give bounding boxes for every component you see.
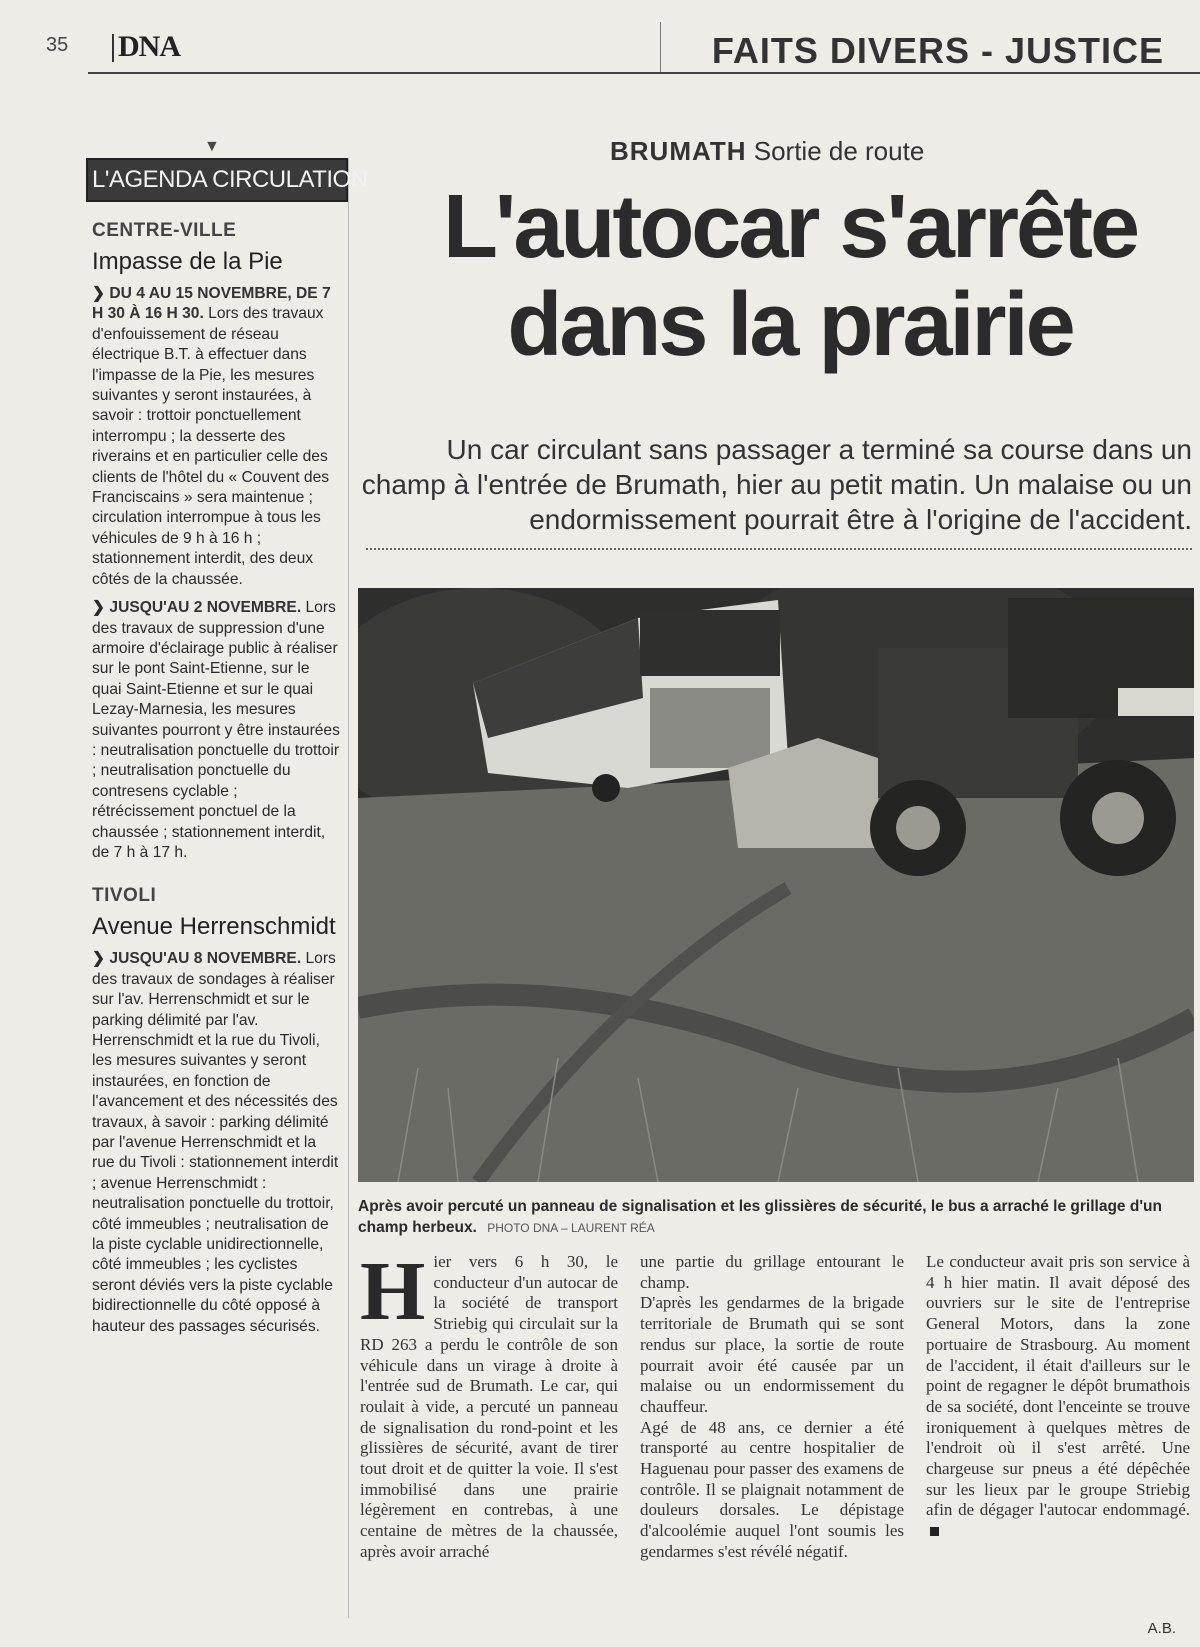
entry-text: Lors des travaux de sondages à réaliser sur l'av. Herrenschmidt et sur le parking délimité par l'av. Herrenschmidt et la rue du Tivoli, les mesures suivantes y seront instaurées, en fonction de l'avancement et des nécessités des travaux, à savoir : parking délimité par l'avenue Herrenschmidt et la rue du Tivoli : stationnement interdit ; avenue Herrenschmidt : neutralisation ponctuelle du trottoir, côté immeubles ; neutralisation de la piste cyclable unidirectionnelle, côté immeubles ; les cyclistes seront déviés vers la piste cyclable bidirectionnelle du côté opposé à hauteur des passages sécurisés. <box>92 950 339 1335</box>
column-text: ier vers 6 h 30, le conducteur d'un autocar de la société de transport Striebig qui circulait sur la RD 263 a perdu le contrôle de son véhicule dans un virage à droite à l'entrée sud de Brumath. Le car, qui roulait à vide, a percuté un panneau de signalisation du rond-point et les glissières de sécurité, avant de tirer tout droit et de quitter la voie. Il s'est immobilisé dans une prairie légèrement en contrebas, à une centaine de mètres de la chaussée, après avoir arraché <box>360 1252 618 1561</box>
photo-caption <box>358 1196 1196 1239</box>
dotted-rule <box>366 548 1192 550</box>
end-mark-icon <box>930 1527 939 1536</box>
column-text: Le conducteur avait pris son service à 4 h hier matin. Il avait déposé des ouvriers sur le site de l'entreprise General Motors, dans la zone portuaire de Strasbourg. Au moment de l'accident, il était d'ailleurs sur le point de regagner le dépôt brumathois de sa société, dont l'enceinte se trouve ironiquement à quelques mètres de l'endroit où il s'est arrêté. Une chargeuse sur pneus a été dépêchée sur les lieux par le groupe Striebig afin de dégager l'autocar endommagé. <box>926 1252 1190 1520</box>
masthead-divider <box>660 22 661 74</box>
accident-photo <box>358 588 1194 1182</box>
lede: Un car circulant sans passager a terminé sa course dans un champ à l'entrée de Brumath, hier au petit matin. Un malaise ou un endormissement pourrait être à l'origine de l'accident. <box>361 434 1192 535</box>
zone-label: TIVOLI <box>92 885 157 907</box>
sidebar-title: L'AGENDA CIRCULATION <box>86 158 348 202</box>
article-column-2 <box>640 1252 904 1563</box>
photo-illustration <box>358 588 1194 1182</box>
paragraph: D'après les gendarmes de la brigade territoriale de Brumath qui se sont rendus sur place, la sortie de route pourrait avoir été causée par un malaise ou un endormissement du chauffeur. <box>640 1293 904 1416</box>
arrow-icon: ❯ <box>92 285 106 302</box>
entry-date: JUSQU'AU 2 NOVEMBRE. <box>109 599 302 617</box>
newspaper-logo: DNA <box>118 30 180 63</box>
agenda-entry <box>92 598 342 863</box>
author-signature: A.B. <box>1147 1620 1176 1637</box>
article-column-1 <box>360 1245 618 1563</box>
headline-line: L'autocar s'arrête <box>442 177 1138 277</box>
drop-cap: H <box>360 1245 426 1338</box>
entry-date: JUSQU'AU 8 NOVEMBRE. <box>109 950 302 968</box>
sidebar-section <box>86 220 348 863</box>
caption-text: Après avoir percuté un panneau de signalisation et les glissières de sécurité, le bus a arraché le grillage d'un champ herbeux. <box>358 1198 1162 1236</box>
sidebar-section <box>86 885 348 1337</box>
masthead-rule <box>88 72 1200 74</box>
article-column-3 <box>926 1252 1190 1542</box>
page-number: 35 <box>46 34 69 56</box>
zone-label: CENTRE-VILLE <box>92 220 237 241</box>
kicker-topic: Sortie de route <box>753 136 925 166</box>
arrow-icon: ❯ <box>92 599 106 617</box>
agenda-entry <box>92 949 342 1337</box>
agenda-entry <box>92 284 342 590</box>
photo-credit: PHOTO DNA – LAURENT RÉA <box>487 1221 655 1235</box>
paragraph: une partie du grillage entourant le champ. <box>640 1252 904 1292</box>
headline-line: dans la prairie <box>507 275 1073 375</box>
paragraph: Agé de 48 ans, ce dernier a été transporté au centre hospitalier de Haguenau pour passer des examens de contrôle. Il se plaignait notamment de douleurs dorsales. Le dépistage d'alcoolémie auquel l'ont soumis les gendarmes s'est révélé négatif. <box>640 1417 904 1561</box>
article-kicker <box>610 136 924 167</box>
arrow-icon: ❯ <box>92 950 106 968</box>
chevron-down-icon: ▼ <box>204 138 220 155</box>
entry-text: Lors des travaux d'enfouissement de réseau électrique B.T. à effectuer dans l'impasse de la Pie, les mesures suivantes y seront instaurées, à savoir : trottoir ponctuellement interrompu ; la desserte des riverains et en particulier celle des clients de l'hôtel du « Couvent des Franciscains » sera maintenue ; circulation interrompue à tous les véhicules de 9 h à 16 h ; stationnement interdit, des deux côtés de la chaussée. <box>92 305 330 588</box>
street-name: Avenue Herrenschmidt <box>92 913 336 941</box>
street-name: Impasse de la Pie <box>92 248 283 275</box>
kicker-location: BRUMATH <box>610 136 747 166</box>
headline <box>380 178 1200 374</box>
entry-text: Lors des travaux de suppression d'une armoire d'éclairage public à réaliser sur le pont Saint-Etienne, sur le quai Saint-Etienne et sur le quai Lezay-Marnesia, les mesures suivantes pourront y être instaurées : neutralisation ponctuelle du trottoir ; neutralisation ponctuelle du contresens cyclable ; rétrécissement ponctuel de la chaussée ; stationnement interdit, de 7 h à 17 h. <box>92 599 340 861</box>
section-title: FAITS DIVERS - JUSTICE <box>711 30 1164 71</box>
traffic-agenda-sidebar <box>86 138 368 1618</box>
entry-date: DU 4 AU 15 NOVEMBRE, DE 7 H 30 À 16 H 30. <box>92 285 331 323</box>
